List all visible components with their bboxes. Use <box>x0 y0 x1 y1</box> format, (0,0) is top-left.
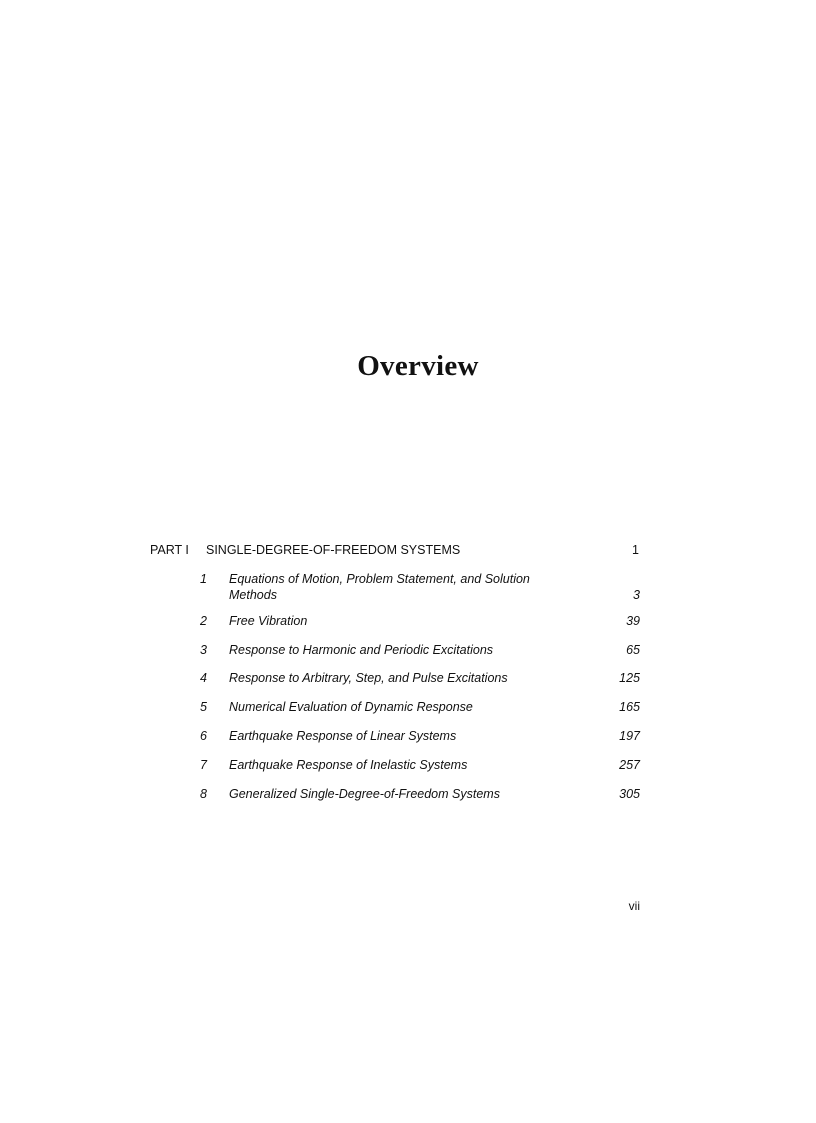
chapter-title: Response to Harmonic and Periodic Excitations <box>229 643 494 657</box>
chapter-title: Earthquake Response of Inelastic Systems <box>229 758 468 772</box>
toc-chapter-row <box>150 642 646 658</box>
page-folio: vii <box>628 899 640 913</box>
chapter-page-number: 125 <box>619 671 640 685</box>
toc-chapter-row <box>150 699 646 715</box>
toc-chapter-row <box>150 728 646 744</box>
toc-part-row <box>150 541 646 559</box>
chapter-page-number: 305 <box>619 787 640 801</box>
chapter-title: Equations of Motion, Problem Statement, and Solution Methods <box>229 572 530 602</box>
chapter-number: 8 <box>200 787 207 801</box>
chapter-page-number: 3 <box>633 588 640 602</box>
chapter-page-number: 197 <box>619 729 640 743</box>
chapter-page-number: 257 <box>619 758 640 772</box>
chapter-number: 7 <box>200 758 207 772</box>
chapter-number: 1 <box>200 572 207 586</box>
chapter-page-number: 39 <box>626 614 640 628</box>
chapter-number: 3 <box>200 643 207 657</box>
toc-chapter-row <box>150 786 646 802</box>
chapter-title: Response to Arbitrary, Step, and Pulse Excitations <box>229 671 508 685</box>
chapter-page-number: 165 <box>619 700 640 714</box>
chapter-number: 4 <box>200 671 207 685</box>
toc-chapter-row <box>150 670 646 686</box>
page-title: Overview <box>357 350 479 382</box>
chapter-title: Numerical Evaluation of Dynamic Response <box>229 700 473 714</box>
toc-chapter-row <box>150 613 646 629</box>
chapter-title: Earthquake Response of Linear Systems <box>229 729 457 743</box>
chapter-page-number: 65 <box>626 643 640 657</box>
part-title: SINGLE-DEGREE-OF-FREEDOM SYSTEMS <box>206 543 461 557</box>
chapter-title: Generalized Single-Degree-of-Freedom Systems <box>229 787 500 801</box>
part-label: PART I <box>150 543 189 557</box>
part-page-number: 1 <box>632 543 639 557</box>
toc-chapter-row <box>150 757 646 773</box>
chapter-title: Free Vibration <box>229 614 308 628</box>
chapter-number: 2 <box>200 614 207 628</box>
toc-chapter-row <box>150 571 646 603</box>
chapter-number: 6 <box>200 729 207 743</box>
chapter-number: 5 <box>200 700 207 714</box>
